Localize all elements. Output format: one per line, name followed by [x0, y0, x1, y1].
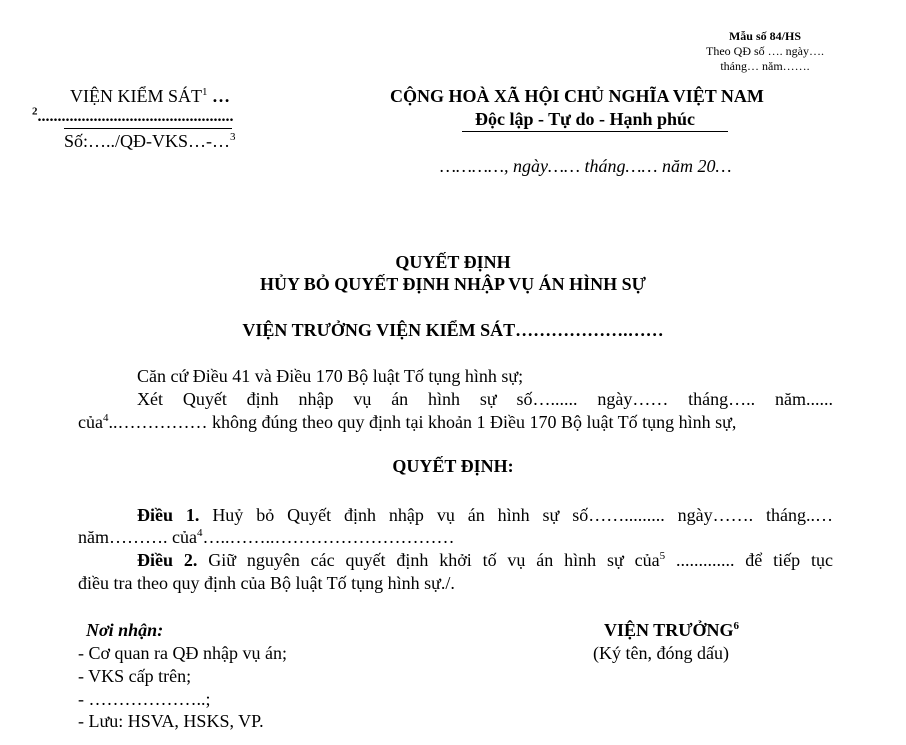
national-motto: Độc lập - Tự do - Hạnh phúc: [475, 109, 696, 129]
footnote-ref: 5: [659, 550, 666, 562]
article-2-label: Điều 2.: [137, 550, 198, 570]
signatory-title: [604, 620, 739, 641]
article-2-line-2: điều tra theo quy định của Bộ luật Tố tụng hình sự./.: [78, 573, 455, 593]
legal-basis: Căn cứ Điều 41 và Điều 170 Bộ luật Tố tụng hình sự;: [137, 366, 524, 386]
form-identifier: [690, 29, 840, 74]
article-1-label: Điều 1.: [137, 505, 200, 525]
text-span: ............. để tiếp tục: [665, 550, 833, 570]
text-span: Giữ nguyên các quyết định khởi tố vụ án hình sự của: [197, 550, 660, 570]
consideration-line-1: Xét Quyết định nhập vụ án hình sự số…...... ngày…… tháng….. năm......: [137, 389, 833, 409]
recipient-item: - ………………..;: [78, 689, 211, 709]
text-span: của: [78, 412, 103, 432]
signatory-title-text: VIỆN TRƯỞNG: [604, 620, 734, 640]
document-subject-title: HỦY BỎ QUYẾT ĐỊNH NHẬP VỤ ÁN HÌNH SỰ: [259, 274, 647, 294]
issuing-subunit: [32, 105, 234, 126]
footnote-ref: 6: [733, 620, 740, 632]
header-divider-left: [64, 128, 232, 129]
text-span: năm………. của: [78, 527, 197, 547]
form-ref-date: tháng… năm…….: [720, 59, 810, 73]
org-name: VIỆN KIỂM SÁT: [70, 86, 202, 106]
recipient-item: - Cơ quan ra QĐ nhập vụ án;: [78, 643, 287, 663]
org-suffix: …: [207, 86, 230, 106]
motto-underline: [462, 131, 728, 132]
article-1-line-2: [78, 527, 454, 548]
recipients-heading: Nơi nhận:: [86, 620, 164, 640]
document-number-text: Số:…../QĐ-VKS…-…: [64, 131, 231, 151]
footnote-ref: 1: [202, 86, 208, 98]
footnote-ref: 4: [102, 412, 109, 424]
text-span: Huỷ bỏ Quyết định nhập vụ án hình sự số……......... ngày……. tháng..…: [199, 505, 833, 525]
footnote-ref: 3: [230, 131, 236, 143]
footnote-ref: 2: [32, 105, 38, 118]
article-2-line-1: [137, 550, 833, 571]
recipient-item: - Lưu: HSVA, HSKS, VP.: [78, 711, 264, 731]
decision-heading: QUYẾT ĐỊNH:: [392, 456, 514, 476]
recipient-item: - VKS cấp trên;: [78, 666, 192, 686]
document-number: [64, 131, 236, 152]
signature-instruction: (Ký tên, đóng dấu): [593, 643, 729, 663]
document-type-title: QUYẾT ĐỊNH: [395, 252, 511, 272]
national-title: CỘNG HOÀ XÃ HỘI CHỦ NGHĨA VIỆT NAM: [390, 86, 764, 106]
form-code: Mẫu số 84/HS: [728, 29, 801, 43]
form-ref-line: Theo QĐ số …. ngày….: [706, 44, 824, 58]
issuing-authority: VIỆN TRƯỞNG VIỆN KIỂM SÁT……………….……: [242, 320, 664, 340]
consideration-line-2: [78, 412, 736, 433]
place-date-line: …………, ngày…… tháng…… năm 20…: [440, 156, 732, 176]
issuing-organization: [70, 86, 230, 107]
article-1-line-1: [137, 505, 833, 526]
text-span: ..…………… không đúng theo quy định tại khoản 1 Điều 170 Bộ luật Tố tụng hình sự,: [108, 412, 737, 432]
footnote-ref: 4: [196, 527, 203, 539]
text-span: …..……..…………………………: [202, 527, 455, 547]
subunit-placeholder: .................................................: [37, 108, 234, 125]
